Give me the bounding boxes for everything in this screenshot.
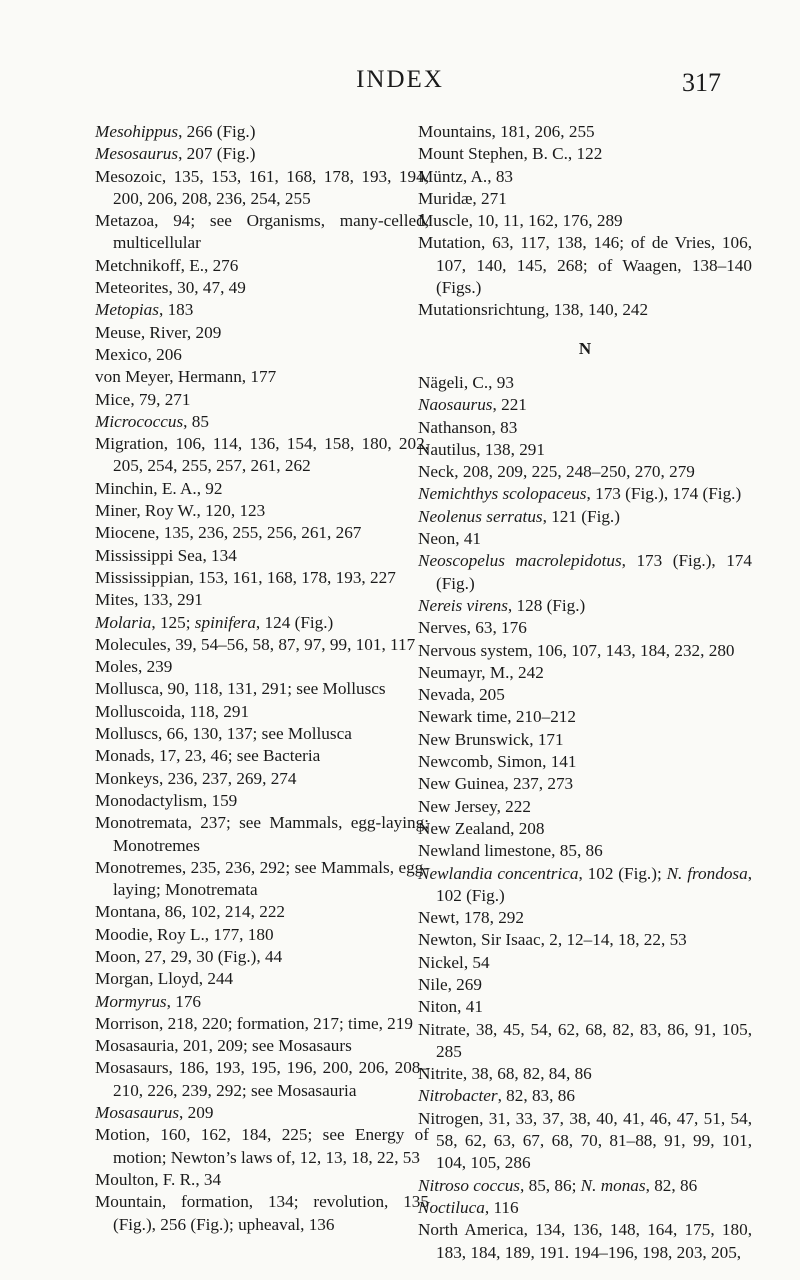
index-entry [95,1191,429,1236]
index-entry [95,968,429,990]
index-entry [418,863,752,908]
entry-text: , 173 (Fig.), 174 (Fig.) [586,484,742,504]
entry-text: Mice, 79, 271 [95,389,191,409]
index-entry [95,678,429,700]
index-entry [418,818,752,840]
index-entry [95,500,429,522]
index-entry [418,121,752,143]
index-entry [418,461,752,483]
entry-text: Mississippi Sea, 134 [95,545,237,565]
entry-text: , 183 [158,300,194,320]
entry-italic-text: Metopias [95,300,159,320]
entry-italic-text: Neolenus serratus [418,506,543,526]
entry-text: , 128 (Fig.) [507,595,586,615]
index-entry [95,723,429,745]
entry-text: Nitrite, 38, 68, 82, 84, 86 [418,1064,592,1084]
entry-text: Neck, 208, 209, 225, 248–250, 270, 279 [418,462,695,482]
entry-text: , 173 (Fig.), 174 (Fig.) [436,551,752,593]
index-entry [95,946,429,968]
entry-text: Molecules, 39, 54–56, 58, 87, 97, 99, 101, 117 [95,634,416,654]
entry-text: Nitrogen, 31, 33, 37, 38, 40, 41, 46, 47, 51, 54, 58, 62, 63, 67, 68, 70, 81–88, 91, 99, 101, 104, 105, 286 [418,1108,752,1173]
index-entry [95,433,429,478]
index-entry [95,255,429,277]
index-entry [95,389,429,411]
index-entry [95,1169,429,1191]
entry-text: North America, 134, 136, 148, 164, 175, 180, 183, 184, 189, 191. 194–196, 198, 203, 205, [418,1220,752,1262]
index-entry [418,595,752,617]
entry-italic-text: Nitrobacter [418,1086,498,1106]
entry-italic-text: Micrococcus [95,411,184,431]
entry-text: Molluscs, 66, 130, 137; see Mollusca [95,724,352,744]
entry-text: , 209 [179,1103,214,1123]
section-letter: N [578,338,592,358]
entry-text: Niton, 41 [418,997,483,1017]
index-entry [95,612,429,634]
entry-text: Nautilus, 138, 291 [418,439,545,459]
index-entry [418,907,752,929]
entry-text: Muscle, 10, 11, 162, 176, 289 [418,211,623,231]
entry-text: Mexico, 206 [95,344,182,364]
entry-text: Nile, 269 [418,974,482,994]
index-entry [418,662,752,684]
index-entry [95,478,429,500]
entry-text: , 82, 83, 86 [497,1086,575,1106]
index-entry [95,143,429,165]
index-entry [418,506,752,528]
index-entry [95,1102,429,1124]
entry-italic-text: Noctiluca [418,1197,485,1217]
index-entry [418,1197,752,1219]
entry-text: Morgan, Lloyd, 244 [95,969,234,989]
index-entry [95,901,429,923]
entry-text: Müntz, A., 83 [418,166,514,186]
index-entry [418,974,752,996]
index-entry [95,322,429,344]
entry-text: Mollusca, 90, 118, 131, 291; see Molluscs [95,679,386,699]
entry-text: Nägeli, C., 93 [418,372,514,392]
entry-italic-text: N. frondosa [666,863,748,883]
entry-text: New Guinea, 237, 273 [418,774,574,794]
entry-text: Monodactylism, 159 [95,790,238,810]
entry-text: Migration, 106, 114, 136, 154, 158, 180, 202, 205, 254, 255, 257, 261, 262 [95,434,429,476]
entry-text: Muridæ, 271 [418,188,507,208]
index-entry [418,996,752,1018]
entry-text: Mesozoic, 135, 153, 161, 168, 178, 193, 194, 200, 206, 208, 236, 254, 255 [95,166,429,208]
entry-text: Newton, Sir Isaac, 2, 12–14, 18, 22, 53 [418,930,687,950]
entry-italic-text: Mormyrus [95,991,167,1011]
index-entry [418,617,752,639]
entry-italic-text: Nemichthys scolopaceus [418,484,587,504]
entry-text: Newark time, 210–212 [418,707,576,727]
index-entry [418,751,752,773]
entry-italic-text: Nitroso coccus [418,1175,520,1195]
entry-italic-text: spinifera [194,612,256,632]
index-entry [95,745,429,767]
entry-text: Molluscoida, 118, 291 [95,701,250,721]
index-entry [418,372,752,394]
index-entry [418,706,752,728]
entry-text: New Brunswick, 171 [418,729,564,749]
index-entry [95,1013,429,1035]
index-entry [418,684,752,706]
index-entry [95,1057,429,1102]
entry-text: Monads, 17, 23, 46; see Bacteria [95,746,321,766]
entry-text: Moodie, Roy L., 177, 180 [95,924,274,944]
entry-text: Mosasaurs, 186, 193, 195, 196, 200, 206, 208–210, 226, 239, 292; see Mosasauria [95,1058,429,1100]
entry-text: Monotremes, 235, 236, 292; see Mammals, egg-laying; Monotremata [95,857,429,900]
entry-text: New Jersey, 222 [418,796,531,816]
entry-text: Nickel, 54 [418,952,490,972]
index-column-right [418,121,752,1264]
entry-text: , 221 [492,395,527,415]
running-head: INDEX [356,66,444,93]
entry-text: Meuse, River, 209 [95,322,222,342]
index-entry [418,483,752,505]
index-entry [95,812,429,857]
entry-text: von Meyer, Hermann, 177 [95,367,277,387]
entry-italic-text: Mesosaurus [95,144,179,164]
entry-text: Mutationsrichtung, 138, 140, 242 [418,300,649,320]
entry-italic-text: Nereis virens [418,595,508,615]
index-entry [418,1085,752,1107]
index-entry [418,188,752,210]
entry-text: , 125; [151,612,195,632]
entry-text: Mutation, 63, 117, 138, 146; of de Vries, 106, 107, 140, 145, 268; of Waagen, 138–140 (Figs.) [418,233,752,298]
entry-text: , 176 [166,991,201,1011]
index-entry [418,166,752,188]
entry-text: Mississippian, 153, 161, 168, 178, 193, 227 [95,567,396,587]
entry-text: Moon, 27, 29, 30 (Fig.), 44 [95,946,283,966]
index-entry [95,991,429,1013]
entry-text: Mountains, 181, 206, 255 [418,122,595,141]
index-entry [418,640,752,662]
index-entry [418,729,752,751]
entry-text: , 116 [484,1197,519,1217]
entry-text: Nevada, 205 [418,685,505,705]
index-entry [418,528,752,550]
index-entry [95,567,429,589]
entry-text: Mites, 133, 291 [95,590,203,610]
index-entry [95,924,429,946]
entry-text: Metazoa, 94; see Organisms, many-celled, multicellular [95,211,429,253]
index-entry [95,790,429,812]
entry-text: Moles, 239 [95,657,173,677]
entry-text: Miner, Roy W., 120, 123 [95,501,266,521]
index-entry [418,840,752,862]
page-number: 317 [682,68,721,97]
index-entry [418,1019,752,1064]
entry-text: Meteorites, 30, 47, 49 [95,278,246,298]
entry-text: New Zealand, 208 [418,818,545,838]
index-entry [418,210,752,232]
index-column-left [95,121,429,1236]
index-entry [95,366,429,388]
index-entry [95,522,429,544]
entry-text: Miocene, 135, 236, 255, 256, 261, 267 [95,523,362,543]
index-entry [95,656,429,678]
entry-italic-text: Naosaurus [418,395,493,415]
entry-text: Newland limestone, 85, 86 [418,841,603,861]
index-entry [418,1219,752,1264]
index-entry [95,277,429,299]
index-entry [95,589,429,611]
entry-text: , 266 (Fig.) [178,122,256,141]
entry-text: Montana, 86, 102, 214, 222 [95,902,286,922]
index-entry [95,634,429,656]
entry-italic-text: Newlandia concentrica [418,863,579,883]
entry-text: Nerves, 63, 176 [418,618,527,638]
entry-italic-text: Neoscopelus macrolepidotus [418,551,622,571]
index-entry [95,121,429,143]
entry-text: , 82, 86 [645,1175,698,1195]
entry-text: Monotremata, 237; see Mammals, egg-laying; Monotremes [95,813,429,855]
index-entry [418,1175,752,1197]
index-entry [418,1108,752,1175]
entry-text: Neumayr, M., 242 [418,662,544,682]
entry-text: Minchin, E. A., 92 [95,478,223,498]
entry-text: Mosasauria, 201, 209; see Mosasaurs [95,1036,352,1056]
entry-italic-text: Mesohippus [95,122,179,141]
index-entry [418,143,752,165]
entry-text: , 207 (Fig.) [178,144,256,164]
index-entry [418,796,752,818]
entry-text: , 85, 86; [520,1175,581,1195]
index-entry [95,344,429,366]
entry-text: Neon, 41 [418,529,482,549]
entry-italic-text: Molaria [95,612,152,632]
index-entry [418,929,752,951]
entry-text: Nitrate, 38, 45, 54, 62, 68, 82, 83, 86, 91, 105, 285 [418,1019,752,1061]
index-entry [418,773,752,795]
entry-text: Newt, 178, 292 [418,908,524,928]
index-entry [95,411,429,433]
entry-text: Moulton, F. R., 34 [95,1169,222,1189]
index-entry [95,1124,429,1169]
index-entry [95,701,429,723]
index-entry [418,299,752,321]
index-entry [95,299,429,321]
entry-text: Nathanson, 83 [418,417,518,437]
index-entry [418,952,752,974]
entry-text: Newcomb, Simon, 141 [418,752,577,772]
entry-italic-text: Mosasaurus [95,1103,180,1123]
index-entry [95,545,429,567]
entry-text: , 124 (Fig.) [255,612,334,632]
index-entry [418,394,752,416]
index-entry [418,417,752,439]
entry-text: Nervous system, 106, 107, 143, 184, 232, 280 [418,640,735,660]
entry-italic-text: N. monas [580,1175,646,1195]
entry-text: , 121 (Fig.) [542,506,620,526]
entry-text: Motion, 160, 162, 184, 225; see Energy of motion; Newton’s laws of, 12, 13, 18, 22, 53 [95,1125,429,1167]
entry-text: Morrison, 218, 220; formation, 217; time, 219 [95,1013,413,1033]
entry-text: , 102 (Fig.) [436,863,752,905]
index-entry [95,1035,429,1057]
index-entry [95,857,429,902]
entry-text: Metchnikoff, E., 276 [95,255,239,275]
entry-text: , 102 (Fig.); [578,863,667,883]
index-entry [95,768,429,790]
index-entry [418,1063,752,1085]
entry-text: , 85 [183,411,209,431]
index-entry [95,210,429,255]
index-entry [418,439,752,461]
index-entry [95,166,429,211]
entry-text: Mountain, formation, 134; revolution, 135 (Fig.), 256 (Fig.); upheaval, 136 [95,1192,429,1234]
index-entry [418,550,752,595]
index-entry [418,232,752,299]
entry-text: Monkeys, 236, 237, 269, 274 [95,768,297,788]
entry-text: Mount Stephen, B. C., 122 [418,144,603,164]
